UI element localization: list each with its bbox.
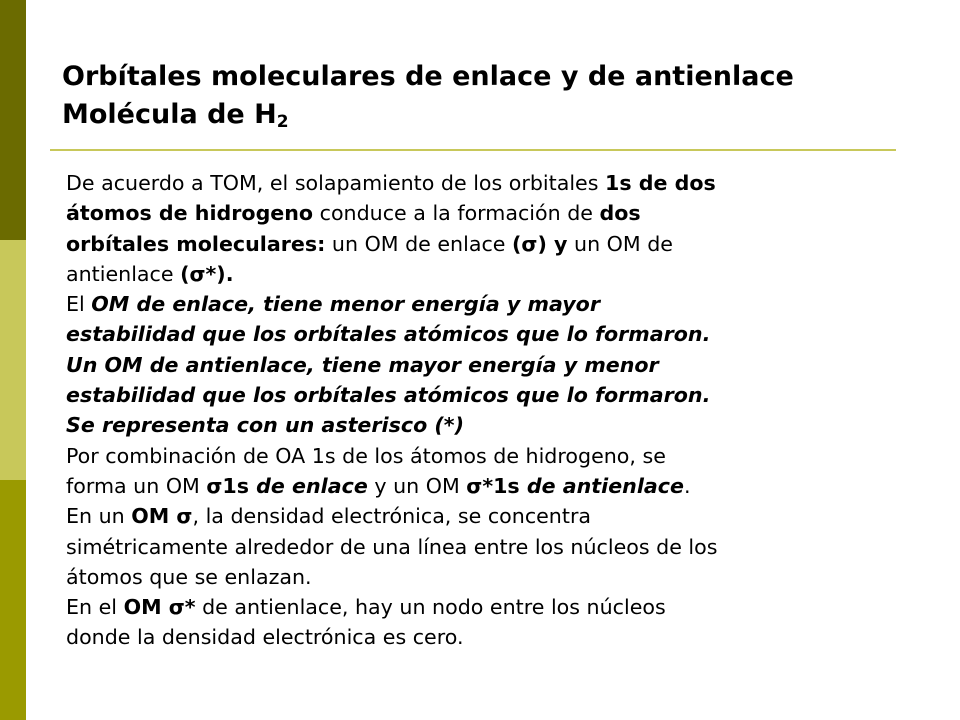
body-line: [66, 168, 926, 198]
title-line-2: [62, 96, 942, 134]
text-run: El: [66, 292, 92, 317]
text-run-bold: dos: [599, 201, 641, 226]
text-run: y un OM: [367, 473, 467, 498]
text-run-bold-italic: de antienlace: [519, 473, 684, 498]
body-line: [66, 259, 926, 289]
decorative-sidebar-top: [0, 0, 26, 240]
text-run: De acuerdo a TOM, el solapamiento de los orbitales: [66, 171, 606, 195]
body-line: Se representa con un asterisco (*): [66, 413, 464, 438]
decorative-sidebar-bottom: [0, 480, 26, 720]
title-line-1: Orbítales moleculares de enlace y de antienlace: [62, 61, 794, 92]
body-line: Un OM de antienlace, tiene mayor energía y menor: [66, 352, 659, 377]
text-run-bold-italic: de enlace: [249, 473, 368, 498]
text-run-bold: OM σ: [131, 504, 193, 529]
text-run: En el: [66, 595, 124, 620]
text-run-bold: (σ) y: [512, 231, 568, 256]
title-subscript: 2: [276, 112, 289, 132]
text-run: , la densidad electrónica, se concentra: [192, 504, 592, 529]
text-run-bold: orbítales moleculares:: [66, 231, 326, 256]
title-line-2-text: Molécula de H: [62, 99, 277, 130]
body-line: átomos que se enlazan.: [66, 564, 312, 589]
text-run-bold: 1s de dos: [605, 171, 716, 195]
body-line: [66, 289, 926, 319]
text-run: un OM de enlace: [325, 231, 512, 256]
text-run: En un: [66, 504, 132, 529]
text-run-bold: OM σ*: [123, 595, 196, 620]
text-run: forma un OM: [66, 473, 207, 498]
body-line: [66, 471, 926, 501]
body-line: donde la densidad electrónica es cero.: [66, 625, 464, 650]
decorative-sidebar-middle: [0, 240, 26, 480]
title-divider: [50, 149, 896, 151]
text-run-bold-italic: OM de enlace, tiene menor energía y mayor: [91, 292, 600, 317]
body-line: estabilidad que los orbítales atómicos que lo formaron.: [66, 322, 711, 347]
body-line: [66, 592, 926, 622]
body-line: estabilidad que los orbítales atómicos que lo formaron.: [66, 383, 711, 408]
slide-body: [66, 168, 926, 653]
text-run-bold: σ*1s: [466, 473, 520, 498]
text-run-bold: (σ*).: [180, 261, 234, 286]
text-run: de antienlace, hay un nodo entre los núcleos: [195, 595, 666, 620]
body-line: [66, 229, 926, 259]
text-run-bold: átomos de hidrogeno: [66, 201, 314, 226]
text-run-bold: σ1s: [206, 473, 249, 498]
body-line: Por combinación de OA 1s de los átomos de hidrogeno, se: [66, 443, 666, 468]
text-run: antienlace: [66, 261, 181, 286]
body-line: [66, 198, 926, 228]
body-line: [66, 501, 926, 531]
body-line: simétricamente alrededor de una línea entre los núcleos de los: [66, 534, 718, 559]
text-run: .: [683, 473, 691, 498]
slide-title: [62, 58, 942, 134]
text-run: un OM de: [567, 231, 673, 256]
text-run: conduce a la formación de: [313, 201, 600, 226]
